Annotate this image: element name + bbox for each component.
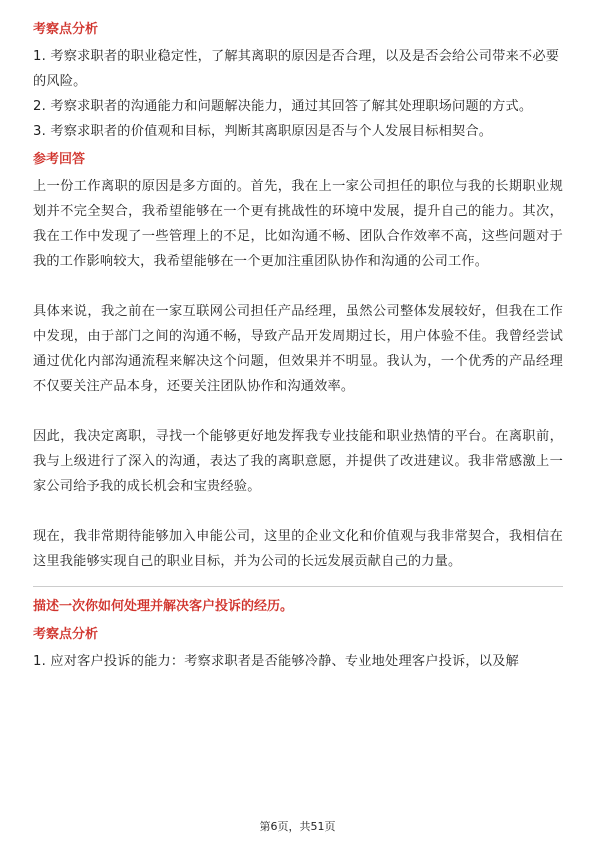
question2-analysis-item-1: 1. 应对客户投诉的能力：考察求职者是否能够冷静、专业地处理客户投诉，以及解 — [33, 654, 519, 669]
section-divider — [33, 586, 563, 587]
section-heading-reference-answer: 参考回答 — [33, 152, 86, 167]
page-number: 第6页，共51页 — [259, 820, 336, 833]
answer-paragraph-3: 因此，我决定离职，寻找一个能够更好地发挥我专业技能和职业热情的平台。在离职前，我与上级进行了深入的沟通，表达了我的离职意愿，并提供了改进建议。我非常感激上一家公司给予我的成长机会和宝贵经验。 — [33, 429, 563, 494]
analysis-item-3: 3. 考察求职者的价值观和目标，判断其离职原因是否与个人发展目标相契合。 — [33, 124, 493, 139]
analysis-item-1: 1. 考察求职者的职业稳定性，了解其离职的原因是否合理，以及是否会给公司带来不必要的风险。 — [33, 49, 560, 89]
answer-paragraph-4: 现在，我非常期待能够加入申能公司，这里的企业文化和价值观与我非常契合，我相信在这里我能够实现自己的职业目标，并为公司的长远发展贡献自己的力量。 — [33, 529, 563, 569]
question2-heading-analysis: 考察点分析 — [33, 627, 99, 642]
document-body — [33, 20, 563, 674]
question-title: 描述一次你如何处理并解决客户投诉的经历。 — [33, 599, 294, 614]
analysis-item-2: 2. 考察求职者的沟通能力和问题解决能力，通过其回答了解其处理职场问题的方式。 — [33, 99, 533, 114]
answer-paragraph-2: 具体来说，我之前在一家互联网公司担任产品经理，虽然公司整体发展较好，但我在工作中发现，由于部门之间的沟通不畅，导致产品开发周期过长，用户体验不佳。我曾经尝试通过优化内部沟通流程来解决这个问题，但效果并不明显。我认为，一个优秀的产品经理不仅要关注产品本身，还要关注团队协作和沟通效率。 — [33, 304, 563, 394]
section-heading-analysis: 考察点分析 — [33, 22, 99, 37]
answer-paragraph-1: 上一份工作离职的原因是多方面的。首先，我在上一家公司担任的职位与我的长期职业规划并不完全契合，我希望能够在一个更有挑战性的环境中发展，提升自己的能力。其次，我在工作中发现了一些管理上的不足，比如沟通不畅、团队合作效率不高，这些问题对于我的工作影响较大，我希望能够在一个更加注重团队协作和沟通的公司工作。 — [33, 179, 563, 269]
